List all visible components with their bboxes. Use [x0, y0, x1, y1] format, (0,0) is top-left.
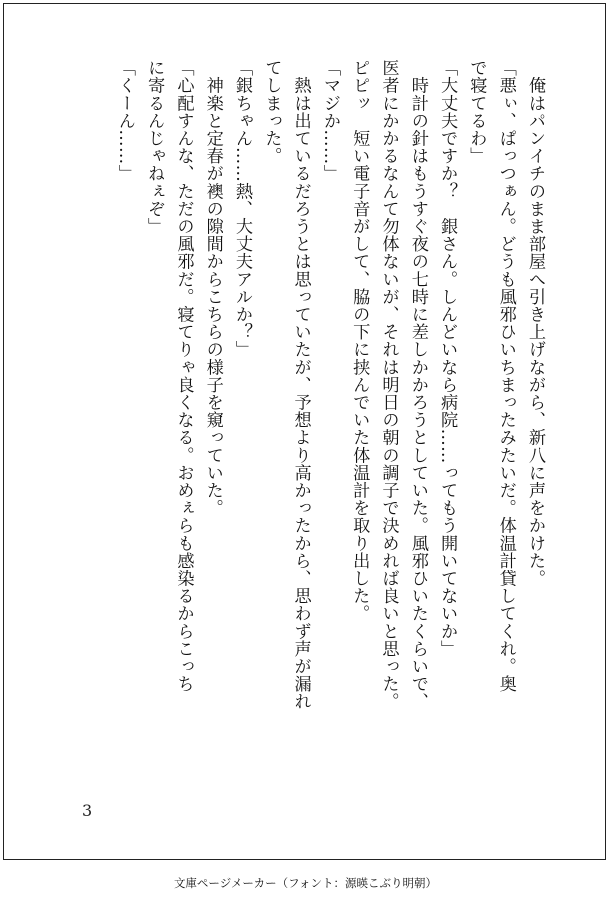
- text-line-1: 俺はパンイチのまま部屋へ引き上げながら、新八に声をかけた。: [525, 59, 545, 587]
- page-frame: [3, 3, 606, 860]
- text-line-14: に寄るんじゃねぇぞ」: [144, 59, 165, 235]
- text-line-11: 「銀ちゃん……熱、大丈夫アルか？」: [232, 59, 253, 359]
- text-line-12: 神楽と定春が襖の隙間からこちらの様子を窺っていた。: [202, 59, 223, 517]
- text-line-15: 「くーん……」: [114, 59, 135, 183]
- vertical-text-body: [110, 59, 549, 759]
- text-line-10: てしまった。: [261, 59, 282, 165]
- text-line-8: 「マジか……」: [319, 59, 340, 183]
- text-line-5: 時計の針はもうすぐ夜の七時に差しかかろうとしていた。風邪ひいたくらいで、: [407, 59, 428, 711]
- footer-caption: 文庫ページメーカー（フォント：源暎こぶり明朝）: [173, 876, 438, 890]
- text-line-9: 熱は出ているだろうとは思っていたが、予想より高かったから、思わず声が漏れ: [290, 59, 311, 711]
- text-line-7: ピピッ 短い電子音がして、脇の下に挟んでいた体温計を取り出した。: [349, 59, 370, 623]
- text-line-6: 医者にかかるなんて勿体ないが、それは明日の朝の調子で決めれば良いと思った。: [378, 59, 399, 711]
- text-line-3: で寝てるわ」: [466, 59, 487, 165]
- text-line-4: 「大丈夫ですか？ 銀さん。しんどいなら病院……ってもう開いてないか」: [437, 59, 458, 658]
- text-line-2: 「悪ぃ、ぱっつぁん。どうも風邪ひいちまったみたいだ。体温計貸してくれ。奥: [495, 59, 516, 693]
- text-line-13: 「心配すんな、ただの風邪だ。寝てりゃ良くなる。おめぇらも感染るからこっち: [173, 59, 194, 693]
- page-number: 3: [82, 801, 93, 820]
